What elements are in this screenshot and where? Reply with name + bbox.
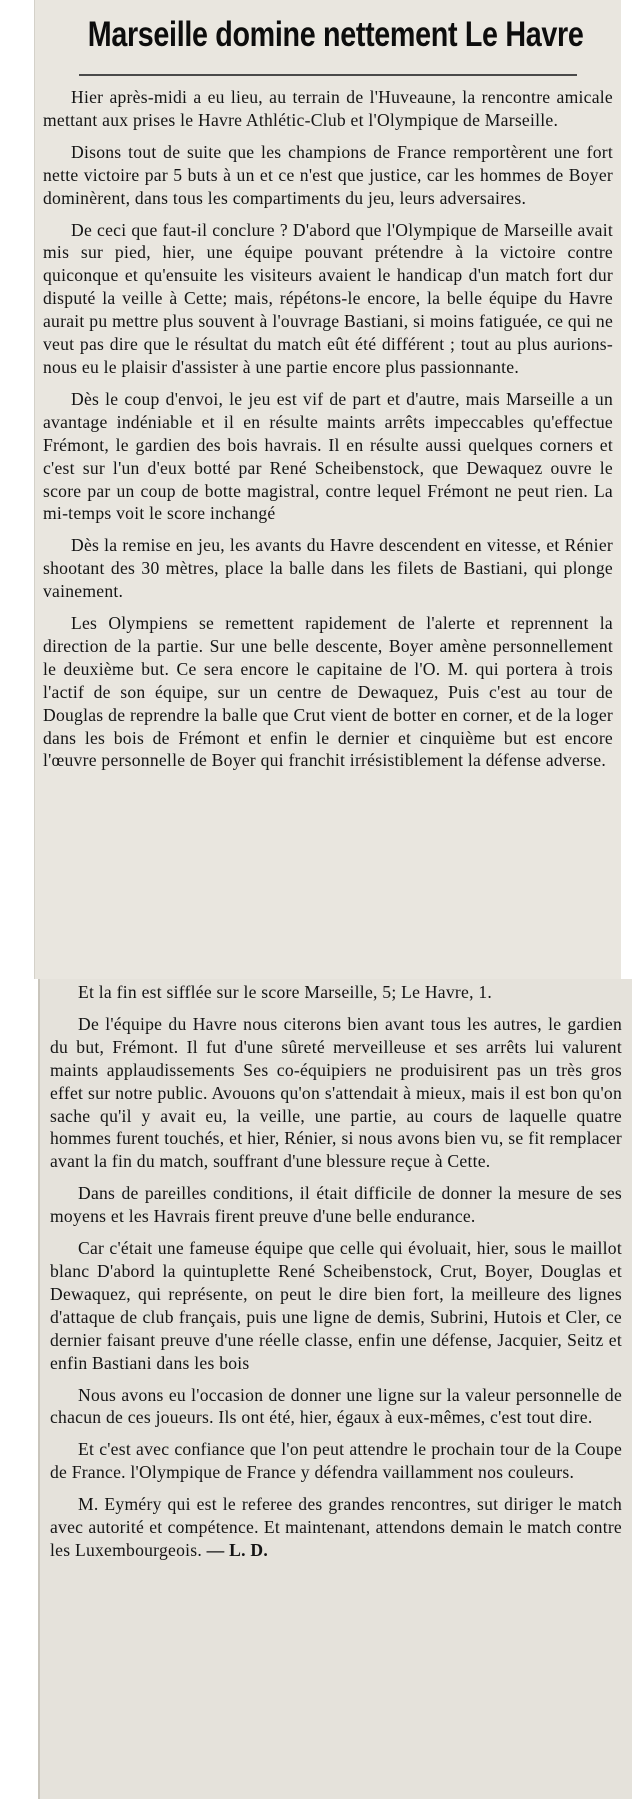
closing-text: M. Eyméry qui est le referee des grandes rencontres, sut diriger le match avec autorité et compétence. Et maintenant, attendons demain le match contre les Luxembourgeois. [50,1494,622,1560]
article-paragraph: Dès le coup d'envoi, le jeu est vif de part et d'autre, mais Marseille a un avantage indéniable et il en résulte maints arrêts impeccables qu'effectue Frémont, le gardien des bois havrais. Il en résulte aussi quelques corners et c'est sur l'un d'eux botté par René Scheibenstock, que Dewaquez ouvre le score par un coup de botte magistral, contre lequel Frémont ne peut rien. La mi-temps voit le score inchangé [43,388,613,524]
article-paragraph: De ceci que faut-il conclure ? D'abord que l'Olympique de Marseille avait mis sur pied, hier, une équipe pouvant prétendre à la victoire contre quiconque et qu'ensuite les visiteurs avaient le handicap d'un match fort dur disputé la veille à Cette; mais, répétons-le encore, la belle équipe du Havre aurait pu mettre plus souvent à l'ouvrage Bastiani, si moins fatiguée, ce qui ne veut pas dire que le résultat du match eût été différent ; tout au plus aurions-nous eu le plaisir d'assister à une partie encore plus passionnante. [43,219,613,377]
article-paragraph: Les Olympiens se remettent rapidement de l'alerte et reprennent la direction de la partie. Sur une belle descente, Boyer amène personnellement le deuxième but. Ce sera encore le capitaine de l'O. M. qui portera à trois l'actif de son équipe, sur un centre de Dewaquez, Puis c'est au tour de Douglas de reprendre la balle que Crut vient de botter en corner, et de la loger dans les bois de Frémont et enfin le dernier et cinquième but est encore l'œuvre personnelle de Boyer qui franchit irrésistiblement la défense adverse. [43,613,613,771]
article-paragraph: Hier après-midi a eu lieu, au terrain de l'Huveaune, la rencontre amicale mettant aux prises le Havre Athlétic-Club et l'Olympique de Marseille. [43,87,613,130]
article-body-bottom [40,979,632,1562]
article-paragraph: Car c'était une fameuse équipe que celle qui évoluait, hier, sous le maillot blanc D'abord la quintuplette René Scheibenstock, Crut, Boyer, Douglas et Dewaquez, qui représente, on peut le dire bien fort, la meilleure des lignes d'attaque de club français, puis une ligne de demis, Subrini, Hutois et Cler, ce dernier faisant preuve d'une réelle classe, enfin une défense, Jacquier, Seitz et enfin Bastiani dans les bois [50,1238,622,1373]
article-paragraph: De l'équipe du Havre nous citerons bien avant tous les autres, le gardien du but, Frémont. Il fut d'une sûreté merveilleuse et ses arrêts lui valurent maints applaudissements Ses co-équipiers ne produisirent pas un très gros effet sur notre public. Avouons qu'on s'attendait à mieux, mais il est bon qu'on sache qu'il y avait eu, la veille, une partie, au cours de laquelle quatre hommes furent touchés, et hier, Rénier, si nous avons bien vu, se fit remplacer avant la fin du match, souffrant d'une blessure reçue à Cette. [50,1013,622,1172]
article-paragraph: Disons tout de suite que les champions de France remportèrent une fort nette victoire par 5 buts à un et ce n'est que justice, car les hommes de Boyer dominèrent, dans tous les compartiments du jeu, leurs adversaires. [43,141,613,208]
author-signature: — L. D. [206,1539,269,1560]
article-paragraph: Nous avons eu l'occasion de donner une ligne sur la valeur personnelle de chacun de ces joueurs. Ils ont été, hier, égaux à eux-mêmes, c'est tout dire. [50,1384,622,1428]
article-headline: Marseille domine nettement Le Havre [87,15,584,54]
article-body-top [35,76,621,772]
article-paragraph: Et la fin est sifflée sur le score Marseille, 5; Le Havre, 1. [78,982,493,1002]
article-column-top [34,0,621,979]
article-paragraph: Dans de pareilles conditions, il était difficile de donner la mesure de ses moyens et les Havrais firent preuve d'une belle endurance. [50,1183,622,1227]
article-closing-paragraph [50,1493,622,1562]
article-paragraph: Et c'est avec confiance que l'on peut attendre le prochain tour de la Coupe de France. l'Olympique de France y défendra vaillamment nos couleurs. [50,1439,622,1483]
article-paragraph: Dès la remise en jeu, les avants du Havre descendent en vitesse, et Rénier shootant des 30 mètres, place la balle dans les filets de Bastiani, qui plonge vainement. [43,535,613,602]
article-column-bottom [38,979,632,1799]
